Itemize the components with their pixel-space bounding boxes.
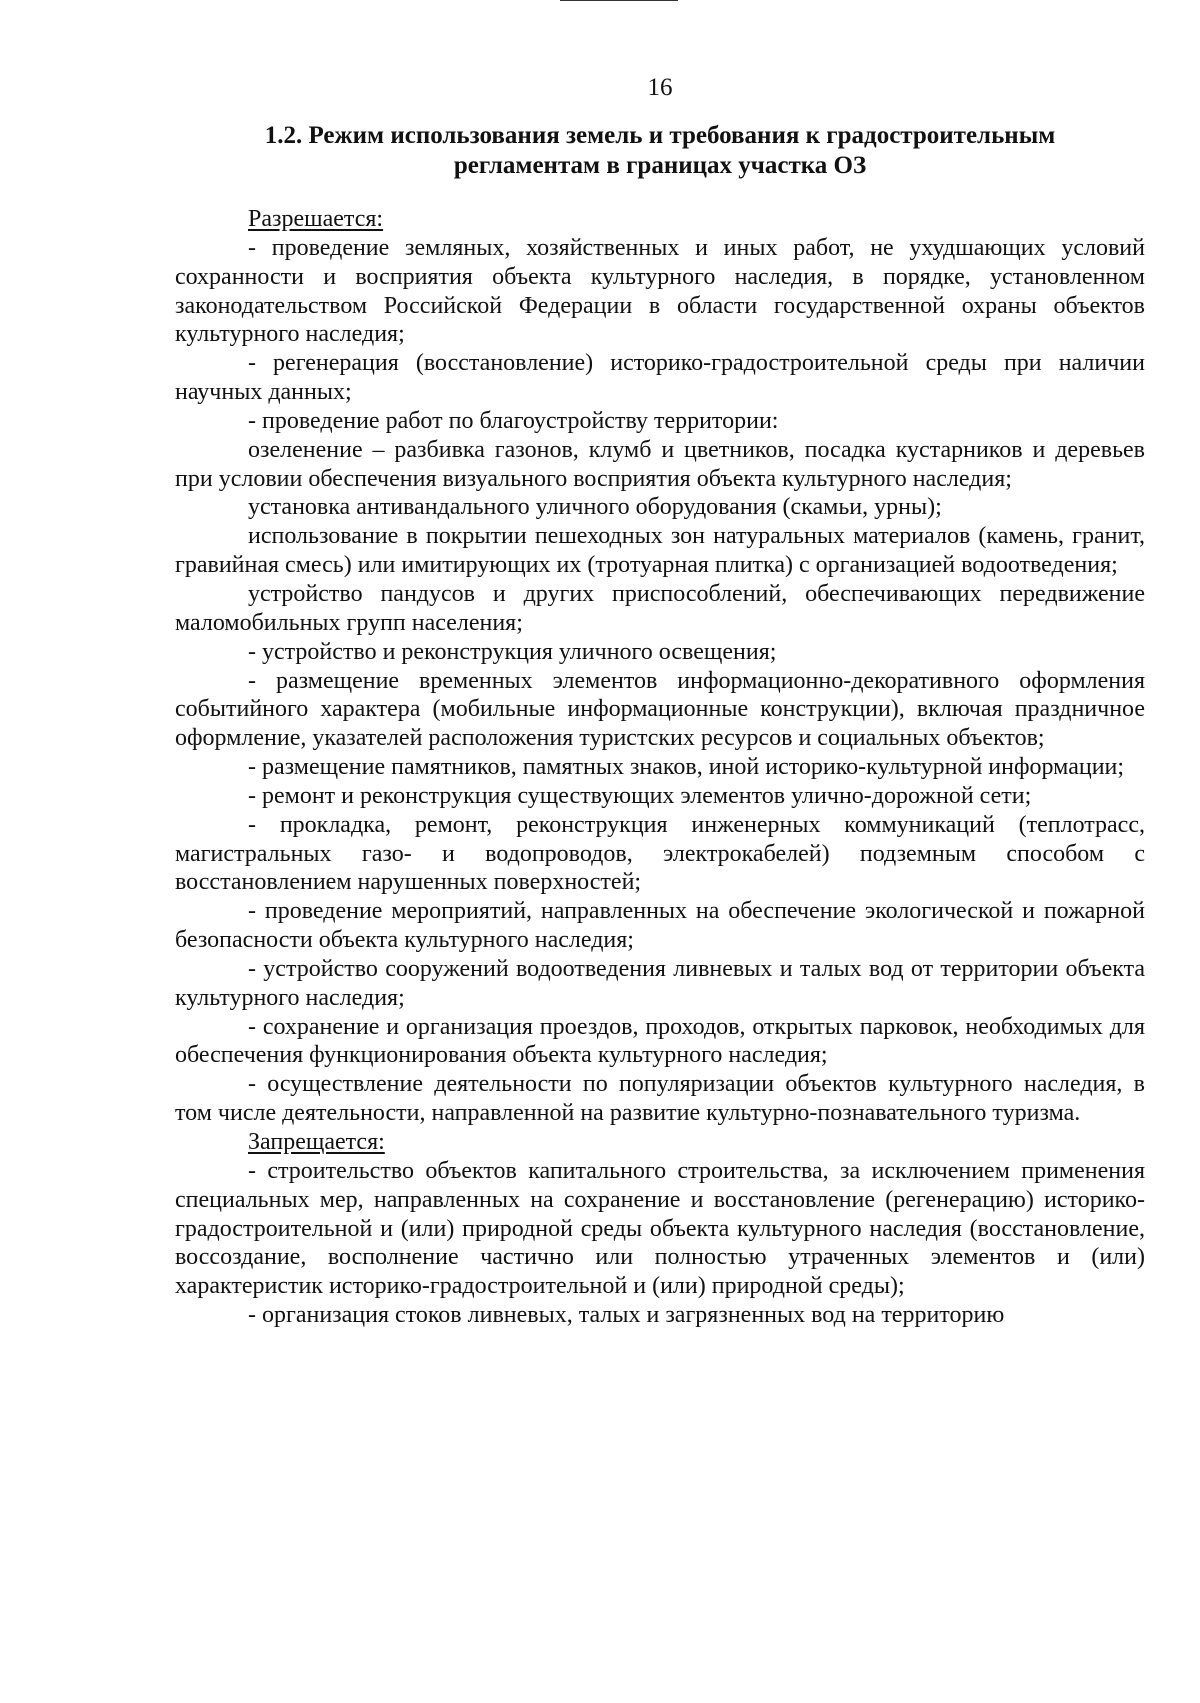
allowed-item: - ремонт и реконструкция существующих элементов улично-дорожной сети; — [248, 782, 1032, 809]
section-heading-line-2: регламентам в границах участка ОЗ — [453, 152, 867, 179]
allowed-item: - регенерация (восстановление) историко-градостроительной среды при наличии научных данных; — [175, 350, 1145, 406]
allowed-item: - размещение временных элементов информационно-декоративного оформления событийного характера (мобильные информационные конструкции), включая праздничное оформление, указателей расположения туристских ресурсов и социальных объектов; — [175, 667, 1145, 752]
top-rule — [560, 0, 678, 1]
allowed-item: установка антивандального уличного оборудования (скамьи, урны); — [248, 494, 942, 521]
prohibited-item: - строительство объектов капитального строительства, за исключением применения специальных мер, направленных на сохранение и восстановление (регенерацию) историко-градостроительной и (или) природной среды объекта культурного наследия (восстановление, воссоздание, восполнение частично или полностью утраченных элементов и (или) характеристик историко-градостроительной и (или) природной среды); — [175, 1157, 1145, 1300]
allowed-item: озеленение – разбивка газонов, клумб и цветников, посадка кустарников и деревьев при условии обеспечения визуального восприятия объекта культурного наследия; — [175, 436, 1145, 492]
allowed-item: - прокладка, ремонт, реконструкция инженерных коммуникаций (теплотрасс, магистральных газо- и водопроводов, электрокабелей) подземным способом с восстановлением нарушенных поверхностей; — [175, 811, 1145, 896]
allowed-item: устройство пандусов и других приспособлений, обеспечивающих передвижение маломобильных групп населения; — [175, 580, 1145, 636]
section-heading — [175, 121, 1145, 181]
allowed-item: использование в покрытии пешеходных зон натуральных материалов (камень, гранит, гравийная смесь) или имитирующих их (тротуарная плитка) с организацией водоотведения; — [175, 523, 1145, 579]
allowed-item: - устройство и реконструкция уличного освещения; — [248, 638, 777, 665]
allowed-item: - осуществление деятельности по популяризации объектов культурного наследия, в том числе деятельности, направленной на развитие культурно-познавательного туризма. — [175, 1071, 1145, 1127]
allowed-label: Разрешается: — [248, 206, 384, 232]
allowed-item: - устройство сооружений водоотведения ливневых и талых вод от территории объекта культурного наследия; — [175, 955, 1145, 1011]
document-body — [175, 205, 1145, 1330]
allowed-item: - проведение работ по благоустройству территории: — [248, 407, 779, 434]
prohibited-item: - организация стоков ливневых, талых и загрязненных вод на территорию — [248, 1302, 1005, 1329]
section-heading-line-1: 1.2. Режим использования земель и требования к градостроительным — [264, 122, 1056, 149]
allowed-item: - размещение памятников, памятных знаков, иной историко-культурной информации; — [248, 754, 1125, 781]
allowed-item: - проведение мероприятий, направленных на обеспечение экологической и пожарной безопасности объекта культурного наследия; — [175, 898, 1145, 954]
prohibited-label: Запрещается: — [248, 1129, 385, 1155]
page-number: 16 — [647, 74, 673, 101]
allowed-item: - сохранение и организация проездов, проходов, открытых парковок, необходимых для обеспечения функционирования объекта культурного наследия; — [175, 1013, 1145, 1069]
allowed-item: - проведение земляных, хозяйственных и иных работ, не ухудшающих условий сохранности и восприятия объекта культурного наследия, в порядке, установленном законодательством Российской Федерации в области государственной охраны объектов культурного наследия; — [175, 234, 1145, 348]
